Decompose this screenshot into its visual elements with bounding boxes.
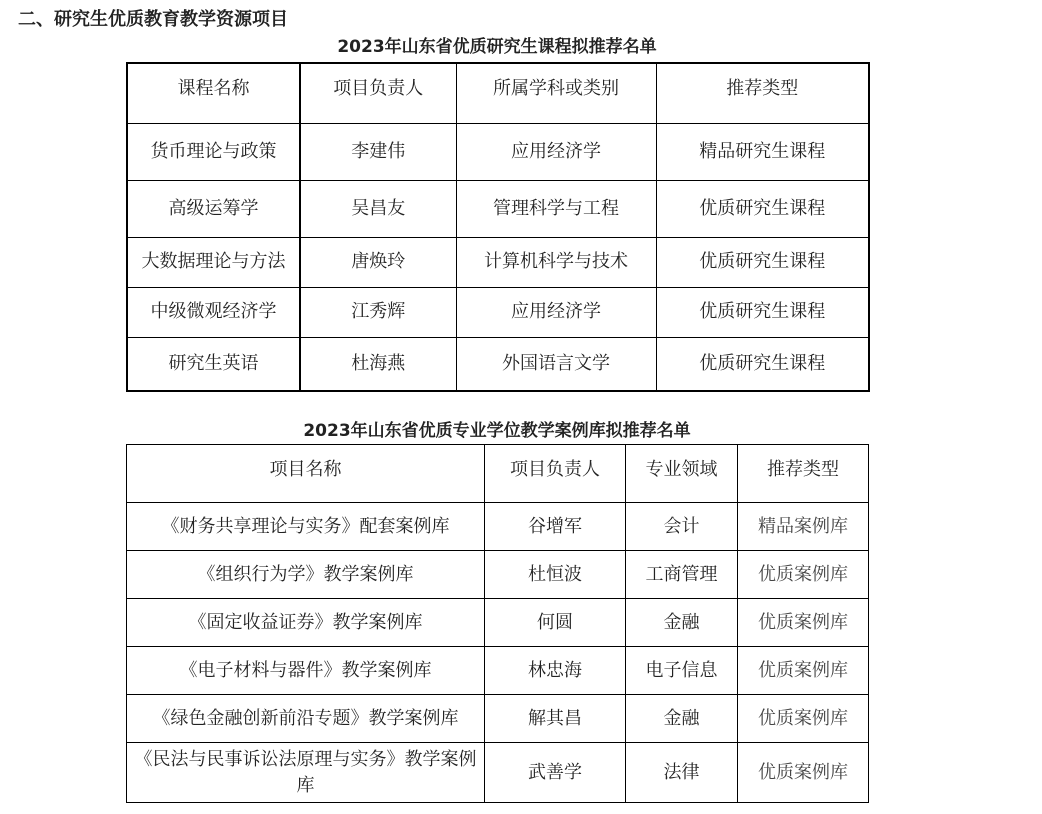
course-table-title: 2023年山东省优质研究生课程拟推荐名单 bbox=[337, 37, 657, 57]
header-cell: 所属学科或类别 bbox=[456, 63, 656, 123]
discipline-cell: 外国语言文学 bbox=[456, 337, 656, 391]
type-cell: 优质研究生课程 bbox=[656, 287, 869, 337]
header-cell: 项目名称 bbox=[127, 445, 485, 503]
course-table bbox=[126, 62, 870, 392]
table-row bbox=[127, 695, 869, 743]
discipline-cell: 应用经济学 bbox=[456, 287, 656, 337]
type-cell: 优质研究生课程 bbox=[656, 180, 869, 237]
case-table-title: 2023年山东省优质专业学位教学案例库拟推荐名单 bbox=[303, 421, 691, 441]
table-row bbox=[127, 647, 869, 695]
project-name-cell: 《组织行为学》教学案例库 bbox=[127, 551, 485, 599]
table-row bbox=[127, 237, 869, 287]
project-name-cell: 《电子材料与器件》教学案例库 bbox=[127, 647, 485, 695]
leader-cell: 江秀辉 bbox=[300, 287, 456, 337]
type-cell: 优质案例库 bbox=[738, 695, 869, 743]
course-name-cell: 货币理论与政策 bbox=[127, 123, 300, 180]
discipline-cell: 管理科学与工程 bbox=[456, 180, 656, 237]
field-cell: 金融 bbox=[626, 599, 738, 647]
field-cell: 法律 bbox=[626, 743, 738, 803]
leader-cell: 何圆 bbox=[485, 599, 626, 647]
type-cell: 精品研究生课程 bbox=[656, 123, 869, 180]
project-name-cell: 《绿色金融创新前沿专题》教学案例库 bbox=[127, 695, 485, 743]
case-table bbox=[126, 444, 869, 803]
project-name-cell: 《固定收益证券》教学案例库 bbox=[127, 599, 485, 647]
table-row bbox=[127, 287, 869, 337]
header-cell: 项目负责人 bbox=[485, 445, 626, 503]
table-row bbox=[127, 743, 869, 803]
course-name-cell: 高级运筹学 bbox=[127, 180, 300, 237]
header-cell: 课程名称 bbox=[127, 63, 300, 123]
leader-cell: 李建伟 bbox=[300, 123, 456, 180]
discipline-cell: 计算机科学与技术 bbox=[456, 237, 656, 287]
course-name-cell: 研究生英语 bbox=[127, 337, 300, 391]
header-cell: 推荐类型 bbox=[738, 445, 869, 503]
course-name-cell: 大数据理论与方法 bbox=[127, 237, 300, 287]
type-cell: 优质案例库 bbox=[738, 743, 869, 803]
leader-cell: 唐焕玲 bbox=[300, 237, 456, 287]
type-cell: 优质案例库 bbox=[738, 551, 869, 599]
table-row bbox=[127, 599, 869, 647]
leader-cell: 谷增军 bbox=[485, 503, 626, 551]
table-row bbox=[127, 337, 869, 391]
field-cell: 会计 bbox=[626, 503, 738, 551]
field-cell: 工商管理 bbox=[626, 551, 738, 599]
leader-cell: 武善学 bbox=[485, 743, 626, 803]
header-cell: 项目负责人 bbox=[300, 63, 456, 123]
table-header-row bbox=[127, 445, 869, 503]
header-cell: 推荐类型 bbox=[656, 63, 869, 123]
field-cell: 电子信息 bbox=[626, 647, 738, 695]
leader-cell: 林忠海 bbox=[485, 647, 626, 695]
type-cell: 优质研究生课程 bbox=[656, 337, 869, 391]
table-row bbox=[127, 503, 869, 551]
type-cell: 精品案例库 bbox=[738, 503, 869, 551]
course-name-cell: 中级微观经济学 bbox=[127, 287, 300, 337]
section-heading: 二、研究生优质教育教学资源项目 bbox=[18, 9, 288, 30]
project-name-cell: 《民法与民事诉讼法原理与实务》教学案例库 bbox=[127, 743, 485, 803]
leader-cell: 解其昌 bbox=[485, 695, 626, 743]
table-row bbox=[127, 551, 869, 599]
table-row bbox=[127, 123, 869, 180]
type-cell: 优质案例库 bbox=[738, 599, 869, 647]
table-row bbox=[127, 180, 869, 237]
type-cell: 优质研究生课程 bbox=[656, 237, 869, 287]
leader-cell: 吴昌友 bbox=[300, 180, 456, 237]
table-header-row bbox=[127, 63, 869, 123]
project-name-cell: 《财务共享理论与实务》配套案例库 bbox=[127, 503, 485, 551]
discipline-cell: 应用经济学 bbox=[456, 123, 656, 180]
leader-cell: 杜海燕 bbox=[300, 337, 456, 391]
leader-cell: 杜恒波 bbox=[485, 551, 626, 599]
header-cell: 专业领域 bbox=[626, 445, 738, 503]
field-cell: 金融 bbox=[626, 695, 738, 743]
type-cell: 优质案例库 bbox=[738, 647, 869, 695]
